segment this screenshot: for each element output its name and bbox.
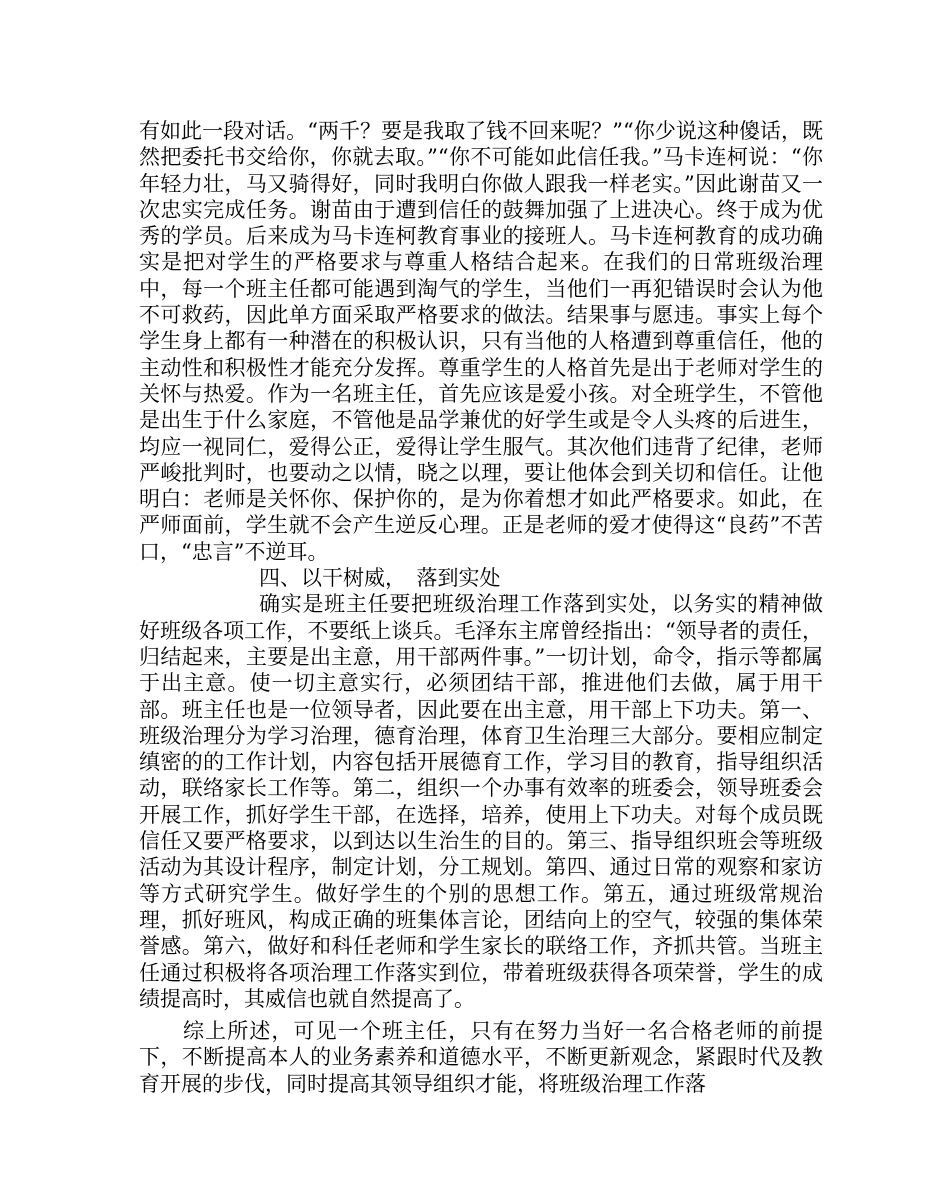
body-paragraph-summary: 综上所述，可见一个班主任，只有在努力当好一名合格老师的前提下，不断提高本人的业务素养和道德水平，不断更新观念，紧跟时代及教育开展的步伐，同时提高其领导组织才能，将班级治理工作落 bbox=[139, 1019, 823, 1096]
document-body bbox=[139, 118, 823, 1097]
section-heading-four: 四、以干树威， 落到实处 bbox=[259, 566, 501, 591]
body-paragraph-trust-dialogue: 有如此一段对话。“两千？要是我取了钱不回来呢？”“你少说这种傻话，既然把委托书交给你，你就去取。”“你不可能如此信任我。”马卡连柯说：“你年轻力壮，马又骑得好，同时我明白你做人跟我一样老实。”因此谢苗又一次忠实完成任务。谢苗由于遭到信任的鼓舞加强了上进决心。终于成为优秀的学员。后来成为马卡连柯教育事业的接班人。马卡连柯教育的成功确实是把对学生的严格要求与尊重人格结合起来。在我们的日常班级治理中，每一个班主任都可能遇到淘气的学生，当他们一再犯错误时会认为他不可救药，因此单方面采取严格要求的做法。结果事与愿违。事实上每个学生身上都有一种潜在的积极认识，只有当他的人格遭到尊重信任，他的主动性和积极性才能充分发挥。尊重学生的人格首先是出于老师对学生的关怀与热爱。作为一名班主任，首先应该是爱小孩。对全班学生，不管他是出生于什么家庭，不管他是品学兼优的好学生或是令人头疼的后进生，均应一视同仁，爱得公正，爱得让学生服气。其次他们违背了纪律，老师严峻批判时，也要动之以情，晓之以理，要让他体会到关切和信任。让他明白：老师是关怀你、保护你的，是为你着想才如此严格要求。如此，在严师面前，学生就不会产生逆反心理。正是老师的爱才使得这“良药”不苦口，“忠言”不逆耳。 bbox=[139, 119, 823, 564]
body-paragraph-management: 确实是班主任要把班级治理工作落到实处，以务实的精神做好班级各项工作，不要纸上谈兵。毛泽东主席曾经指出：“领导者的责任，归结起来，主要是出主意，用干部两件事。”一切计划，命令，指示等都属于出主意。使一切主意实行，必须团结干部，推进他们去做，属于用干部。班主任也是一位领导者，因此要在出主意，用干部上下功夫。第一、班级治理分为学习治理，德育治理，体育卫生治理三大部分。要相应制定缜密的的工作计划，内容包括开展德育工作，学习目的教育，指导组织活动，联络家长工作等。第二，组织一个办事有效率的班委会，领导班委会开展工作，抓好学生干部，在选择，培养，使用上下功夫。对每个成员既信任又要严格要求，以到达以生治生的目的。第三、指导组织班会等班级活动为其设计程序，制定计划，分工规划。第四、通过日常的观察和家访等方式研究学生。做好学生的个别的思想工作。第五，通过班级常规治理，抓好班风，构成正确的班集体言论，团结向上的空气，较强的集体荣誉感。第六，做好和科任老师和学生家长的联络工作，齐抓共管。当班主任通过积极将各项治理工作落实到位，带着班级获得各项荣誉，学生的成绩提高时，其威信也就自然提高了。 bbox=[139, 592, 823, 1011]
